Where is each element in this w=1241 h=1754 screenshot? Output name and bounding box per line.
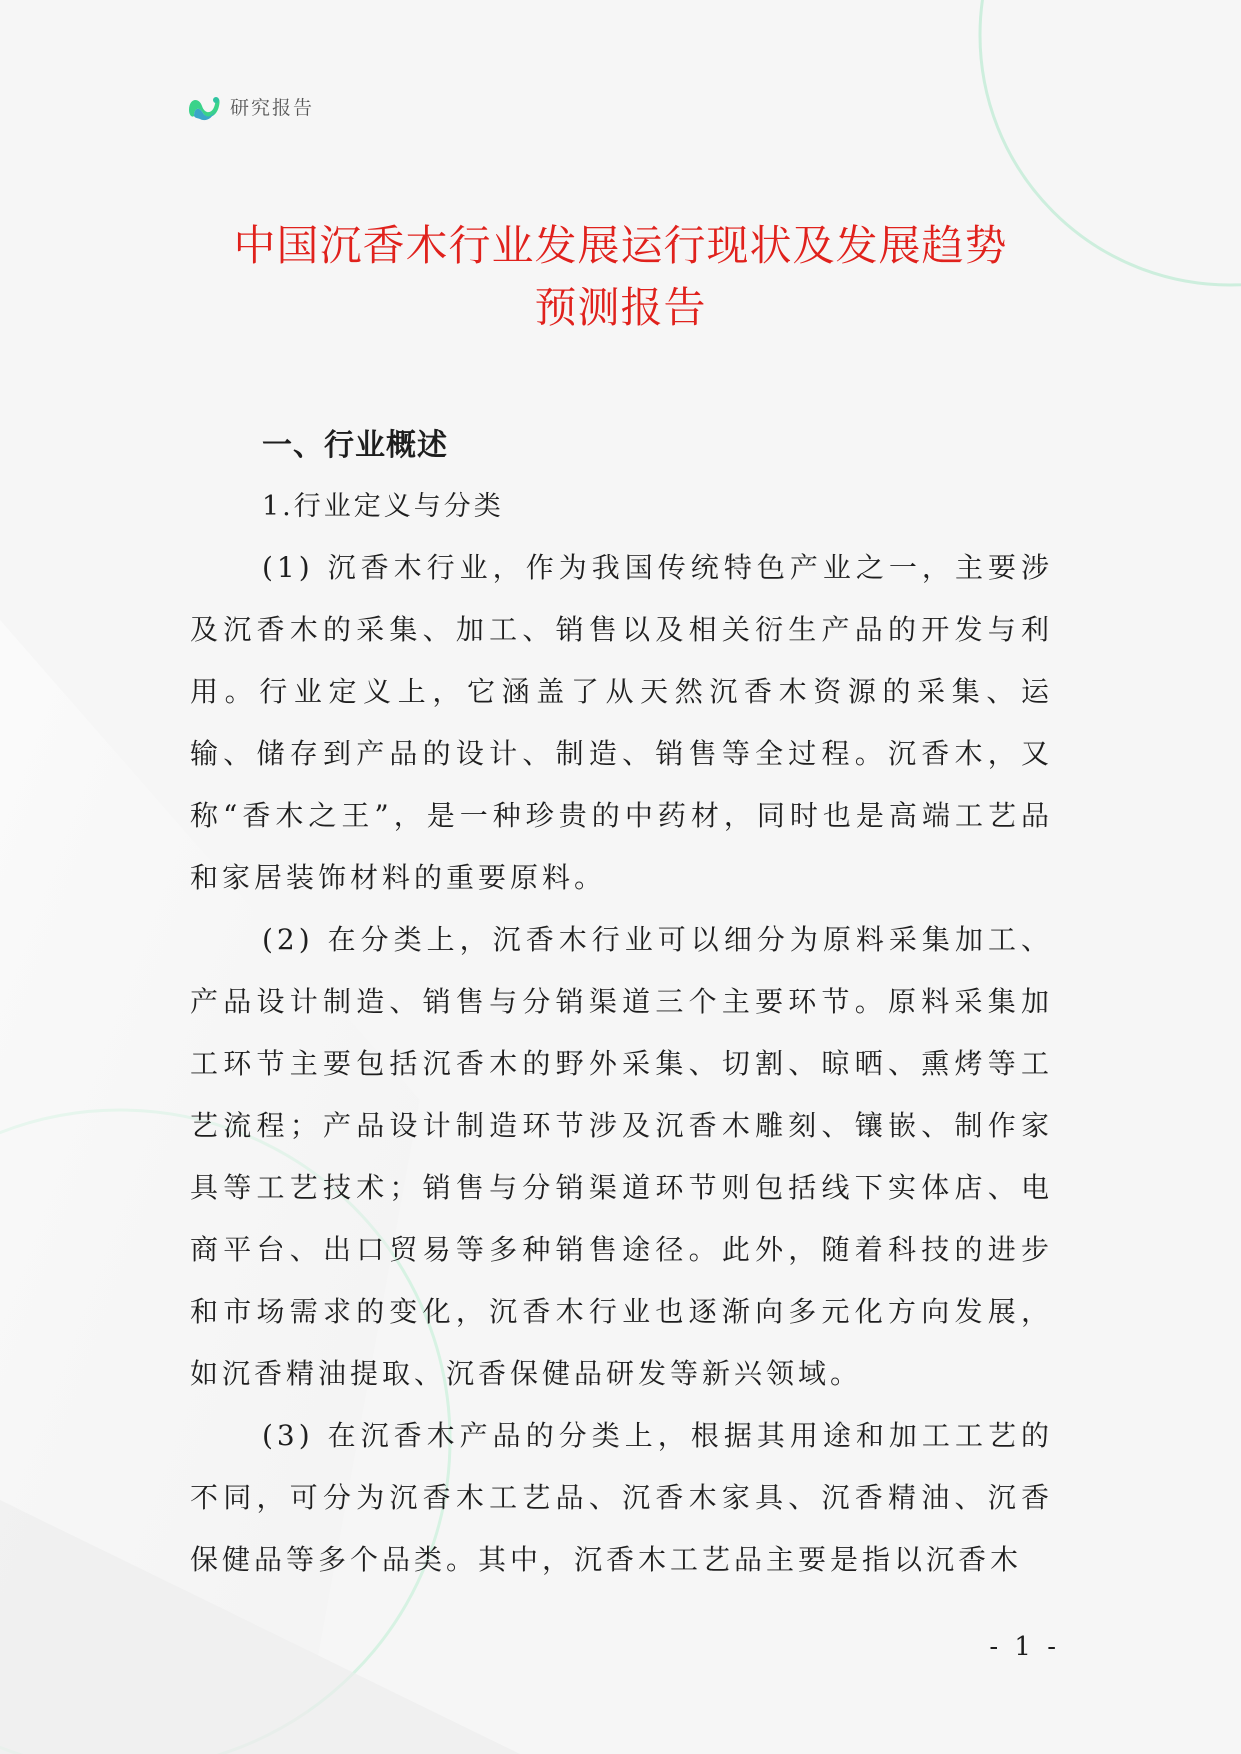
document-title-line-2: 预测报告 bbox=[534, 283, 707, 332]
paragraph-3: (3) 在沉香木产品的分类上，根据其用途和加工工艺的不同，可分为沉香木工艺品、沉香木家具、沉香精油、沉香保健品等多个品类。其中，沉香木工艺品主要是指以沉香木 bbox=[190, 1419, 1053, 1576]
brand-logo-icon bbox=[186, 88, 222, 124]
header-brand bbox=[186, 88, 314, 124]
document-title-line-1: 中国沉香木行业发展运行现状及发展趋势 bbox=[233, 221, 1008, 270]
document-title bbox=[160, 215, 1081, 339]
page-number: - 1 - bbox=[989, 1632, 1060, 1662]
paragraph-1: (1) 沉香木行业，作为我国传统特色产业之一，主要涉及沉香木的采集、加工、销售以及相关衍生产品的开发与利用。行业定义上，它涵盖了从天然沉香木资源的采集、运输、储存到产品的设计、制造、销售等全过程。沉香木，又称“香木之王”，是一种珍贵的中药材，同时也是高端工艺品和家居装饰材料的重要原料。 bbox=[190, 551, 1053, 894]
sub-heading: 1.行业定义与分类 bbox=[262, 491, 504, 522]
paragraph-2: (2) 在分类上，沉香木行业可以细分为原料采集加工、产品设计制造、销售与分销渠道三个主要环节。原料采集加工环节主要包括沉香木的野外采集、切割、晾晒、熏烤等工艺流程；产品设计制造环节涉及沉香木雕刻、镶嵌、制作家具等工艺技术；销售与分销渠道环节则包括线下实体店、电商平台、出口贸易等多种销售途径。此外，随着科技的进步和市场需求的变化，沉香木行业也逐渐向多元化方向发展，如沉香精油提取、沉香保健品研发等新兴领域。 bbox=[190, 923, 1053, 1390]
section-heading: 一、行业概述 bbox=[262, 428, 448, 463]
brand-text: 研究报告 bbox=[230, 96, 315, 119]
body-text bbox=[190, 537, 1053, 1591]
